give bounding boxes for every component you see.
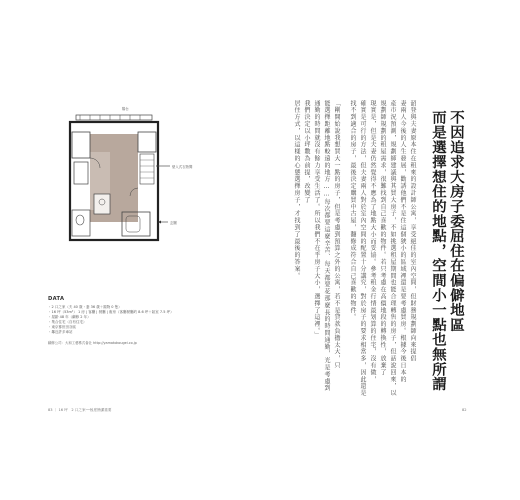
body-column: 「剛開始說我想買大一點的房子，但是考慮到預算之外的公寓，若不是貸款負擔太大，只: [333, 100, 340, 370]
data-item: ・集合住宅（自有住宅）: [48, 320, 87, 325]
floorplan-label-entrance: 玄關: [170, 221, 177, 225]
floor-plan: [60, 102, 200, 252]
floor-plan-drawing: [60, 102, 200, 252]
data-item: ・鄰近許多車站: [48, 330, 73, 335]
body-column: 產市況預測，規劃師建議與其買大房子，不如挑選租屋期間也能合理轉售的房子，但話說回來，以: [389, 100, 396, 397]
data-title: DATA: [48, 296, 65, 302]
renovation-credit: 翻修公司：大和工藝株式會社 http://yamatokougei.co.jp: [48, 340, 137, 345]
data-item: ・屋齡 48 年（翻修 2 年）: [48, 315, 91, 320]
page-number-right: 82: [462, 408, 467, 412]
body-column: 現實是，但是夫妻仍然覺得不應為了地點大小而妥協。參考租金行情最划算的住宅，沒有做，: [369, 100, 376, 383]
body-column: 韶登與夫妻原本住在租來的設計師公寓，享受絕佳的室內空間，但財務規劃師向來提倡: [409, 100, 416, 363]
body-column: 找不到適合的房子，最後決定購買中古屋，翻修成符合自己喜歡的物件。: [349, 100, 356, 321]
floorplan-label-balcony: 陽台: [122, 107, 129, 111]
body-column: 規劃師規劃的租屋需求，很難找到自己喜歡的物件。若只考慮在高價地段的轉換性，放棄了: [379, 100, 386, 376]
data-item: ・16 坪（53m²） 1 房 | 客廳 | 餐廳 | 廚房（客廳餐廳約 8.6 坪＋臥室 7.5 坪）: [48, 310, 174, 315]
heading-line-1: 不因追求大房子委屈住在偏僻地區: [448, 110, 465, 332]
body-column: 通勤的時間就沒有餘力享受生活了。所以我們不在乎房子大小，選擇了這裡。」: [313, 100, 320, 339]
body-column: 妻兩人今後的人生發展，勸誘他們不是住這個狹小的區域裡還是要考慮買房。根據今後日本的: [399, 100, 406, 383]
floorplan-label-closet: 壁入式衣物間: [172, 165, 193, 169]
heading-line-2: 而是選擇想住的地點，空間小一點也無所謂: [430, 110, 447, 392]
data-item: ・2 口之家（夫 40 歲・妻 36 歲＋寵物 0 隻）: [48, 305, 122, 309]
data-block: [48, 296, 278, 345]
body-column: 確實是可行的方法，但夫妻兩人對於室內空間的配置十分講究，對於房子的要求相當多，因此還是: [359, 100, 366, 397]
page-footer-left: 83 ｜ 16 坪 2 口之家──極度簡潔重要: [48, 408, 112, 412]
body-column: 居住方式，以這樣的心態選擇房子，才找到了最後的答案。: [293, 100, 300, 280]
data-item: ・東京都世田谷區: [48, 325, 76, 330]
body-column: 能選擇距離地點較遠的地方……每次都要這麼辛苦、每天都要花那麼長的時間通勤，光是考慮到: [323, 100, 330, 392]
body-column: 我們決定以小坪數為前提，改變了: [303, 100, 310, 204]
